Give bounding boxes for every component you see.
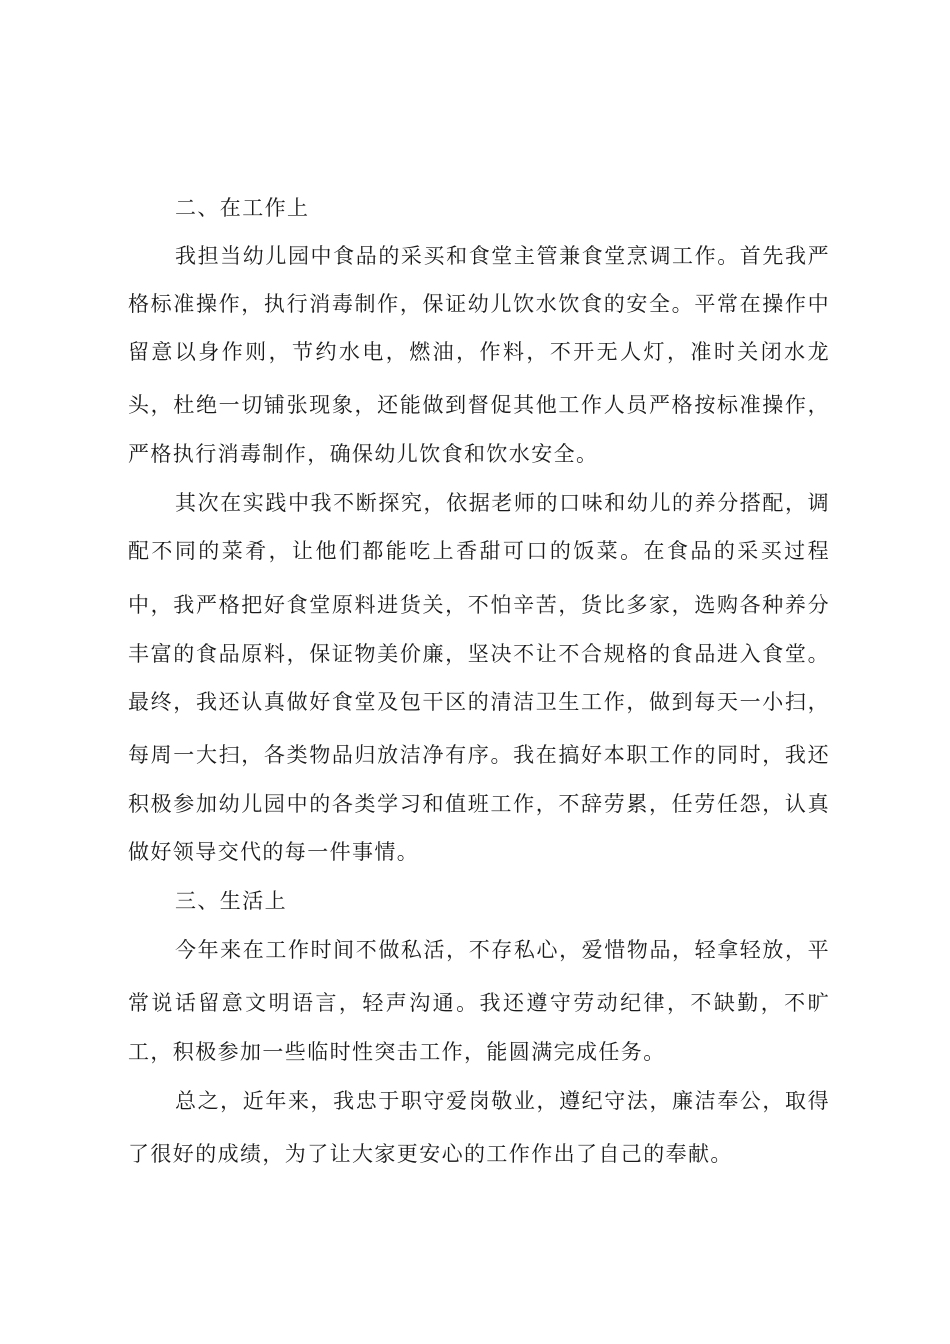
paragraph-line: 严格执行消毒制作，确保幼儿饮食和饮水安全。	[128, 442, 599, 466]
paragraph-line: 每周一大扫，各类物品归放洁净有序。我在搞好本职工作的同时，我还	[128, 743, 830, 767]
paragraph-line: 做好领导交代的每一件事情。	[128, 840, 420, 864]
paragraph-line: 中，我严格把好食堂原料进货关，不怕辛苦，货比多家，选购各种养分	[128, 593, 830, 617]
paragraph-line: 总之，近年来，我忠于职守爱岗敬业，遵纪守法，廉洁奉公，取得	[175, 1089, 830, 1113]
paragraph-line: 配不同的菜肴，让他们都能吃上香甜可口的饭菜。在食品的采买过程	[128, 539, 830, 563]
paragraph-line: 其次在实践中我不断探究，依据老师的口味和幼儿的养分搭配，调	[175, 491, 830, 515]
section-heading-work: 二、在工作上	[175, 196, 310, 220]
paragraph-line: 格标准操作，执行消毒制作，保证幼儿饮水饮食的安全。平常在操作中	[128, 292, 830, 316]
section-heading-life: 三、生活上	[175, 889, 287, 913]
paragraph-line: 常说话留意文明语言，轻声沟通。我还遵守劳动纪律，不缺勤，不旷	[128, 991, 830, 1015]
paragraph-line: 积极参加幼儿园中的各类学习和值班工作，不辞劳累，任劳任怨，认真	[128, 792, 830, 816]
paragraph-line: 丰富的食品原料，保证物美价廉，坚决不让不合规格的食品进入食堂。	[128, 642, 830, 666]
paragraph-line: 头，杜绝一切铺张现象，还能做到督促其他工作人员严格按标准操作，	[128, 393, 830, 417]
paragraph-line: 了很好的成绩，为了让大家更安心的工作作出了自己的奉献。	[128, 1142, 733, 1166]
paragraph-line: 留意以身作则，节约水电，燃油，作料，不开无人灯，准时关闭水龙	[128, 340, 830, 364]
paragraph-line: 最终，我还认真做好食堂及包干区的清洁卫生工作，做到每天一小扫，	[128, 690, 830, 714]
paragraph-line: 我担当幼儿园中食品的采买和食堂主管兼食堂烹调工作。首先我严	[175, 244, 830, 268]
paragraph-line: 工，积极参加一些临时性突击工作，能圆满完成任务。	[128, 1040, 666, 1064]
paragraph-line: 今年来在工作时间不做私活，不存私心，爱惜物品，轻拿轻放，平	[175, 938, 830, 962]
